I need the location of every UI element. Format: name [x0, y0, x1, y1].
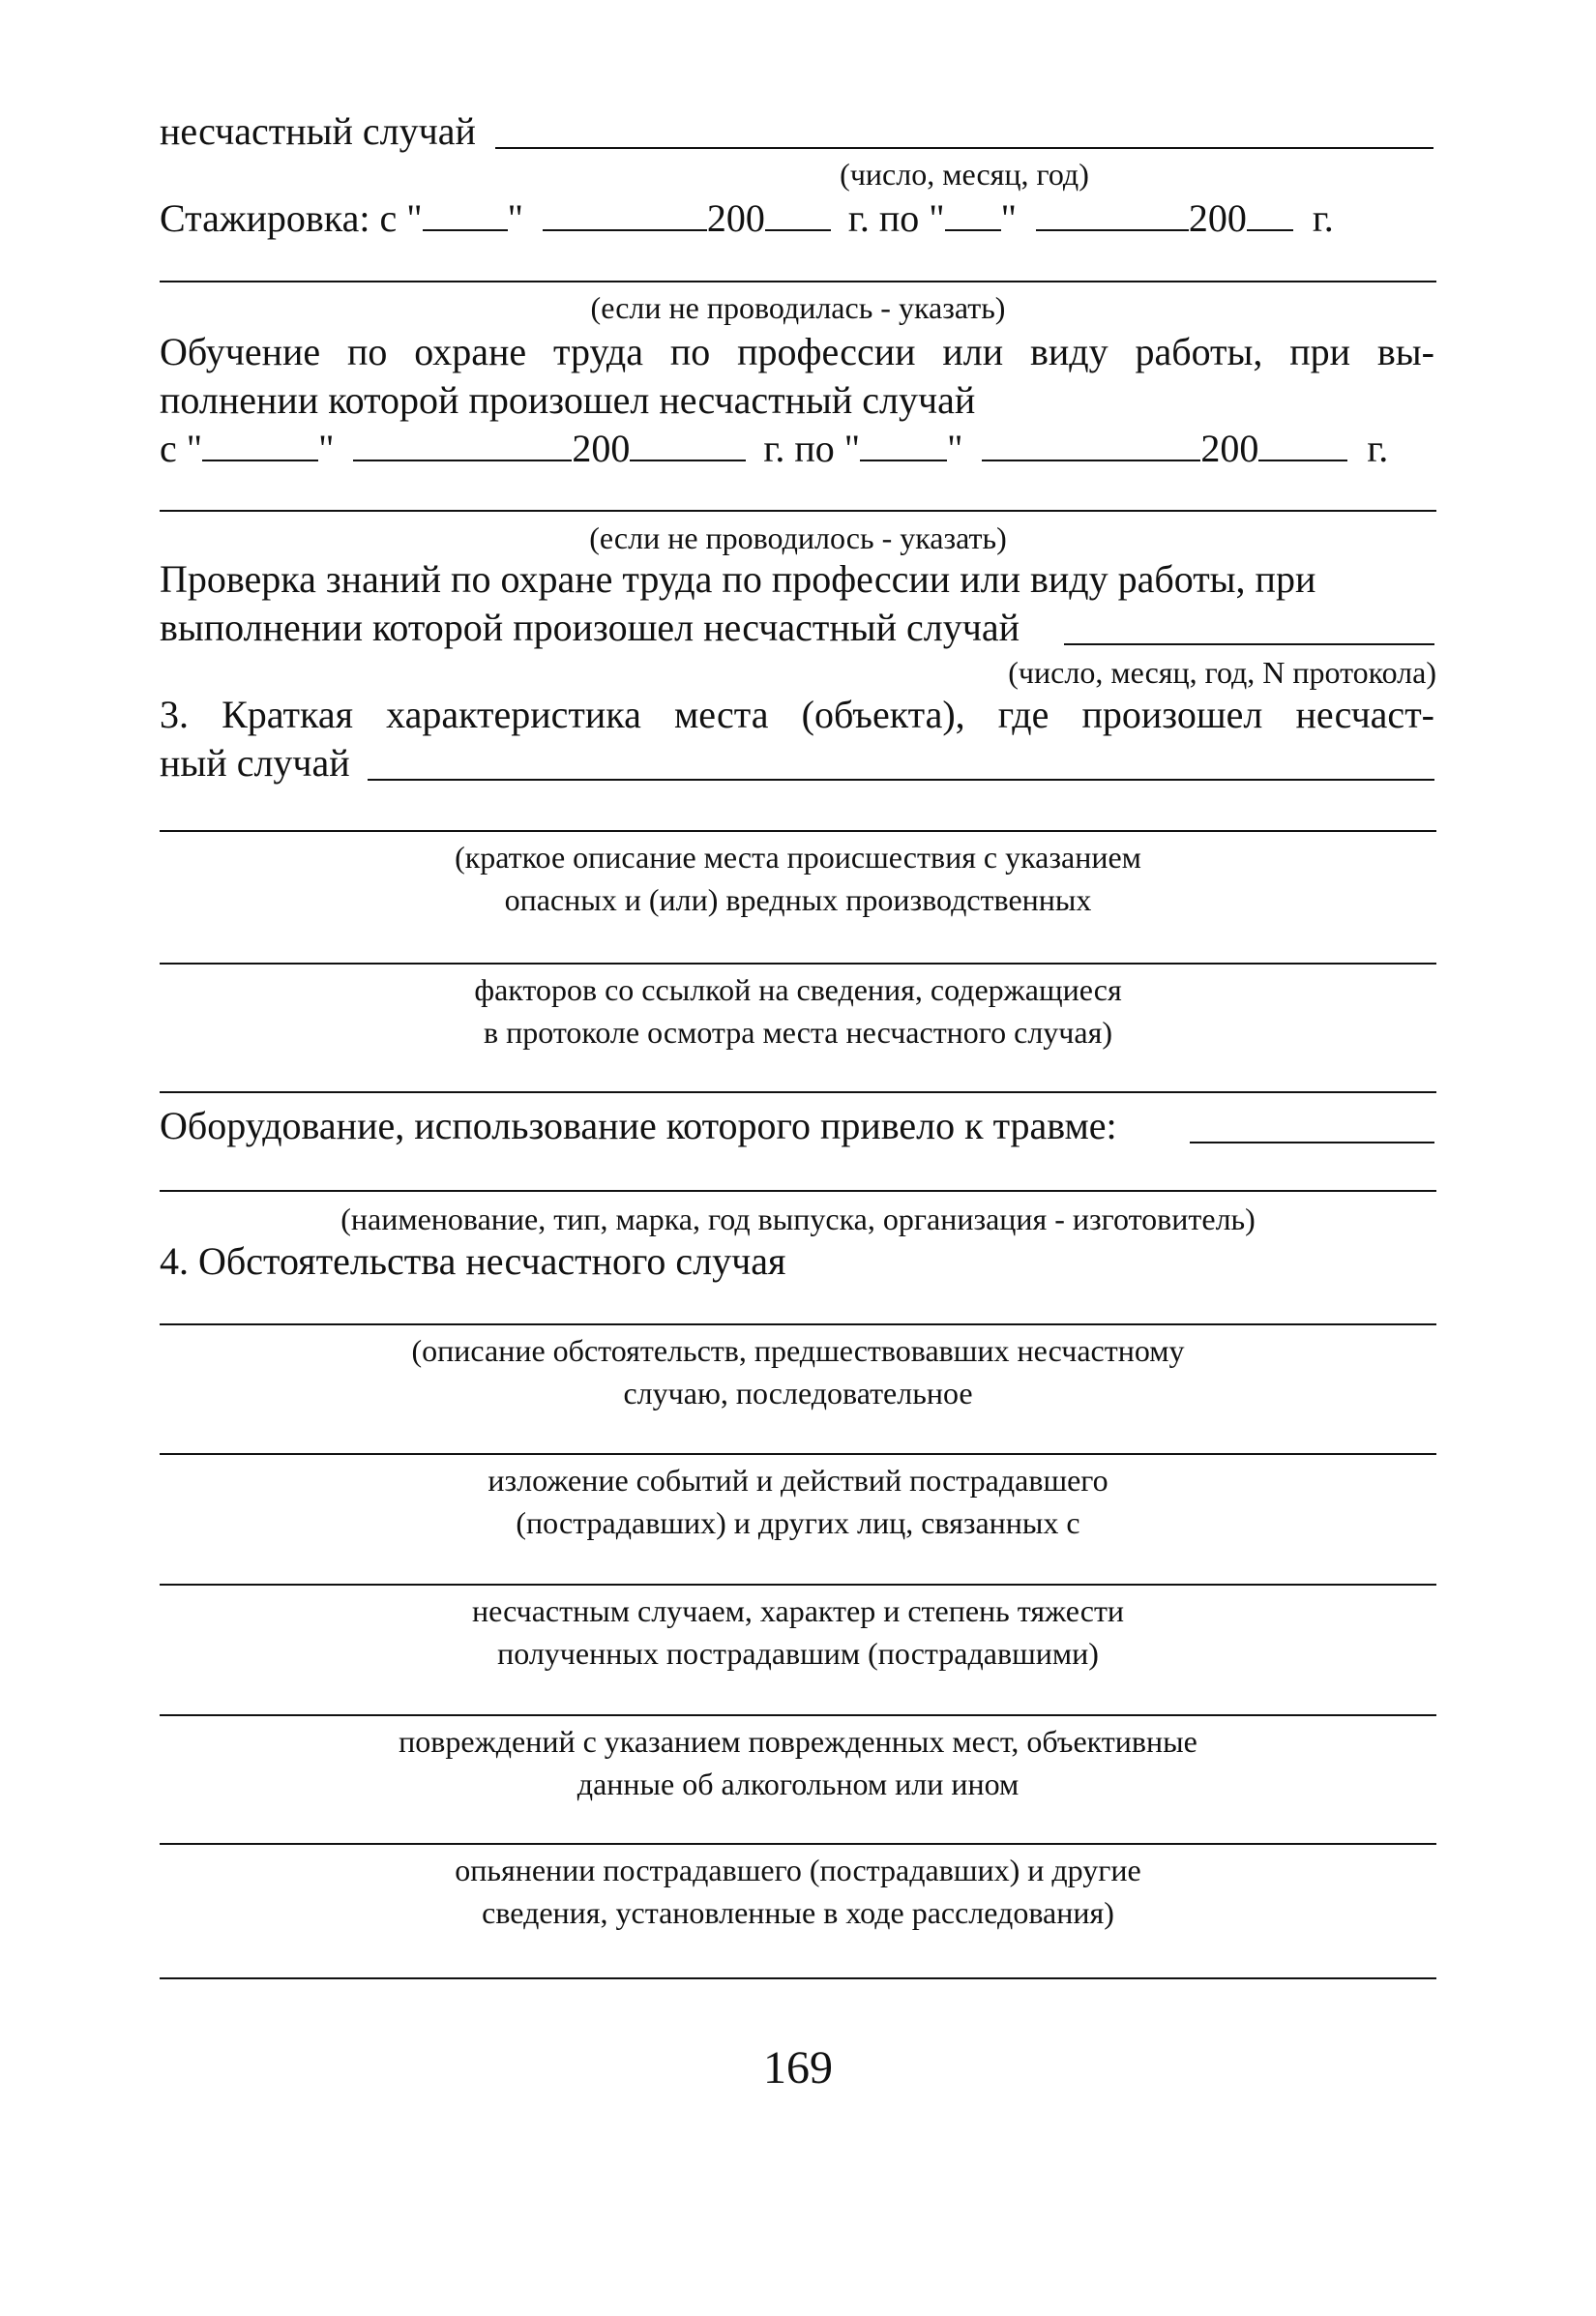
internship-caption: (если не проводилась - указать) [590, 290, 1006, 325]
internship-month-to-field[interactable] [1036, 198, 1189, 231]
quote-mark: " [507, 196, 523, 240]
internship-label: Стажировка: с " [160, 196, 423, 240]
section-4-caption-6: полученных пострадавшим (пострадавшими) [497, 1636, 1099, 1671]
knowledge-caption: (число, месяц, год, N протокола) [1008, 655, 1436, 690]
training-month-from-field[interactable] [353, 429, 572, 461]
year-prefix: 200 [1200, 427, 1259, 470]
internship-row [160, 195, 1334, 242]
internship-day-to-field[interactable] [945, 198, 1001, 231]
training-year-to-field[interactable] [1258, 429, 1347, 461]
internship-note-field[interactable] [160, 281, 1436, 282]
internship-year-to-field[interactable] [1247, 198, 1293, 231]
g-end-text: г. [1367, 427, 1389, 470]
section-4-caption-3: изложение событий и действий пострадавшего [488, 1463, 1108, 1498]
section-4-field-5[interactable] [160, 1843, 1436, 1845]
section-4-caption-1: (описание обстоятельств, предшествовавших несчастному [411, 1333, 1185, 1368]
section-3-field[interactable] [368, 779, 1434, 781]
training-day-to-field[interactable] [860, 429, 947, 461]
training-note-field[interactable] [160, 510, 1436, 512]
section-4-heading: 4. Обстоятельства несчастного случая [160, 1239, 786, 1283]
date-caption: (число, месяц, год) [840, 157, 1089, 192]
internship-year-from-field[interactable] [765, 198, 831, 231]
section-4-field-1[interactable] [160, 1323, 1436, 1325]
year-prefix: 200 [572, 427, 631, 470]
section-4-caption-10: сведения, установленные в ходе расследования) [482, 1895, 1114, 1930]
year-prefix: 200 [1188, 196, 1247, 240]
section-4-field-3[interactable] [160, 1584, 1436, 1586]
section-3-line-1: 3. Краткая характеристика места (объекта), где произошел несчаст- [160, 693, 1434, 736]
section-3-field-2[interactable] [160, 830, 1436, 832]
section-4-caption-2: случаю, последовательное [623, 1376, 973, 1410]
knowledge-line-1: Проверка знаний по охране труда по профессии или виду работы, при [160, 557, 1316, 601]
training-caption: (если не проводилось - указать) [589, 520, 1007, 555]
internship-month-from-field[interactable] [543, 198, 707, 231]
incident-label: несчастный случай [160, 109, 476, 153]
training-line-2: полнении которой произошел несчастный случай [160, 378, 976, 422]
section-3-line-2: ный случай [160, 741, 350, 785]
year-prefix: 200 [706, 196, 765, 240]
internship-day-from-field[interactable] [423, 198, 508, 231]
quote-mark: " [1000, 196, 1017, 240]
section-4-field-4[interactable] [160, 1714, 1436, 1716]
equipment-field-2[interactable] [160, 1190, 1436, 1192]
equipment-field[interactable] [1190, 1142, 1434, 1143]
section-3-field-4[interactable] [160, 1091, 1436, 1093]
knowledge-check-field[interactable] [1064, 643, 1434, 645]
knowledge-line-2: выполнении которой произошел несчастный случай [160, 606, 1020, 649]
g-end-text: г. [1312, 196, 1334, 240]
section-3-caption-3: факторов со ссылкой на сведения, содержащиеся [474, 972, 1122, 1007]
training-line-1: Обучение по охране труда по профессии или виду работы, при вы- [160, 330, 1434, 373]
section-4-caption-5: несчастным случаем, характер и степень тяжести [471, 1593, 1125, 1628]
section-4-caption-7: повреждений с указанием поврежденных мест, объективные [399, 1724, 1197, 1759]
equipment-caption: (наименование, тип, марка, год выпуска, организация - изготовитель) [340, 1202, 1256, 1236]
quote-mark: " [947, 427, 963, 470]
g-po-text: г. по " [847, 196, 945, 240]
section-4-caption-9: опьянении пострадавшего (пострадавших) и другие [455, 1853, 1141, 1887]
training-day-from-field[interactable] [202, 429, 318, 461]
section-3-field-3[interactable] [160, 963, 1436, 965]
training-dates-row [160, 426, 1388, 472]
quote-mark: " [318, 427, 335, 470]
section-3-caption-1: (краткое описание места происшествия с указанием [455, 840, 1141, 875]
training-month-to-field[interactable] [982, 429, 1200, 461]
section-3-caption-4: в протоколе осмотра места несчастного случая) [484, 1015, 1112, 1050]
section-3-caption-2: опасных и (или) вредных производственных [504, 882, 1092, 917]
g-po-text: г. по " [763, 427, 861, 470]
section-4-field-2[interactable] [160, 1453, 1436, 1455]
training-year-from-field[interactable] [630, 429, 746, 461]
section-4-field-6[interactable] [160, 1977, 1436, 1979]
section-4-caption-4: (пострадавших) и других лиц, связанных с [516, 1505, 1080, 1540]
c-open-text: с " [160, 427, 203, 470]
page-number: 169 [763, 2042, 833, 2093]
equipment-label: Оборудование, использование которого привело к травме: [160, 1104, 1117, 1147]
section-4-caption-8: данные об алкогольном или ином [576, 1767, 1020, 1801]
incident-date-field[interactable] [495, 147, 1433, 149]
